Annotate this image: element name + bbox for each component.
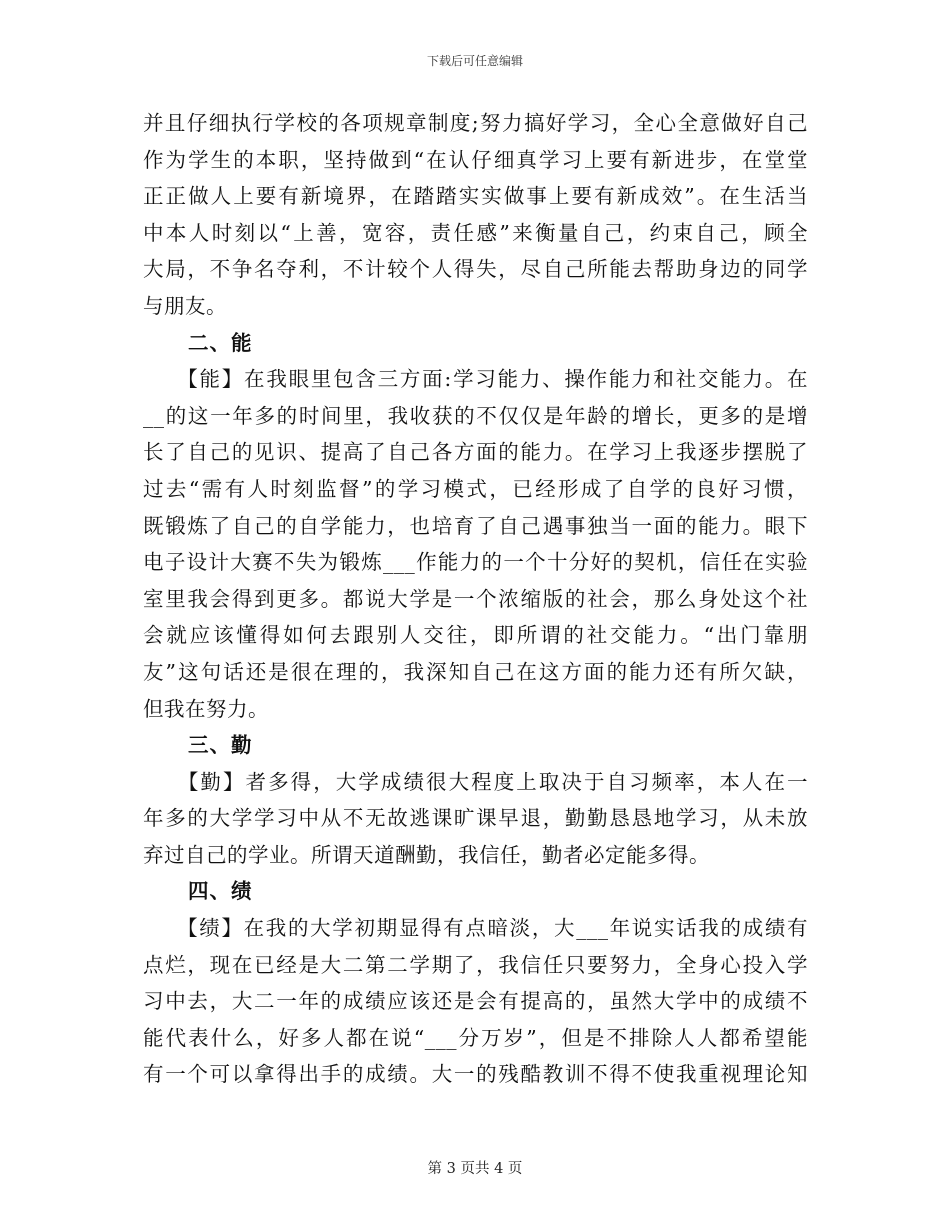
text-line: 作为学生的本职，坚持做到“在认仔细真学习上要有新进步，在堂堂 [143, 147, 808, 172]
section-heading-diligence: 三、勤 [188, 733, 253, 758]
text-line: 能代表什么，好多人都在说“___分万岁”，但是不排除人人都希望能 [143, 1025, 808, 1050]
text-line: __的这一年多的时间里，我收获的不仅仅是年龄的增长，更多的是增 [143, 403, 808, 428]
text-line: 点烂，现在已经是大二第二学期了，我信任只要努力，全身心投入学 [143, 952, 808, 977]
text-line: 弃过自己的学业。所谓天道酬勤，我信任，勤者必定能多得。 [143, 842, 710, 867]
achievement-paragraph [143, 910, 808, 1093]
text-line: 中本人时刻以“上善，宽容，责任感”来衡量自己，约束自己，顾全 [143, 220, 808, 245]
text-line: 与朋友。 [143, 293, 227, 318]
text-line: 正正做人上要有新境界，在踏踏实实做事上要有新成效”。在生活当 [143, 184, 808, 209]
text-line: 【勤】者多得，大学成绩很大程度上取决于自习频率，本人在一 [143, 769, 808, 794]
text-line: 【能】在我眼里包含三方面:学习能力、操作能力和社交能力。在 [143, 367, 808, 392]
diligence-paragraph [143, 764, 808, 874]
page-header: 下载后可任意编辑 [426, 54, 523, 68]
text-line: 会就应该懂得如何去跟别人交往，即所谓的社交能力。“出门靠朋 [143, 623, 808, 648]
text-line: 长了自己的见识、提高了自己各方面的能力。在学习上我逐步摆脱了 [143, 440, 808, 465]
document-body [143, 105, 808, 1093]
text-line: 习中去，大二一年的成绩应该还是会有提高的，虽然大学中的成绩不 [143, 989, 808, 1014]
text-line: 【绩】在我的大学初期显得有点暗淡，大___年说实话我的成绩有 [143, 916, 808, 941]
intro-paragraph [143, 105, 808, 325]
text-line: 电子设计大赛不失为锻炼___作能力的一个十分好的契机，信任在实验 [143, 550, 808, 575]
ability-paragraph [143, 361, 808, 727]
text-line: 室里我会得到更多。都说大学是一个浓缩版的社会，那么身处这个社 [143, 586, 808, 611]
text-line: 既锻炼了自己的自学能力，也培育了自己遇事独当一面的能力。眼下 [143, 513, 808, 538]
text-line: 大局，不争名夺利，不计较个人得失，尽自己所能去帮助身边的同学 [143, 257, 808, 282]
text-line: 友”这句话还是很在理的，我深知自己在这方面的能力还有所欠缺， [143, 659, 808, 684]
section-heading-ability: 二、能 [188, 330, 253, 355]
page-number-footer: 第 3 页共 4 页 [427, 1161, 523, 1177]
text-line: 年多的大学学习中从不无故逃课旷课早退，勤勤恳恳地学习，从未放 [143, 806, 808, 831]
text-line: 有一个可以拿得出手的成绩。大一的残酷教训不得不使我重视理论知 [143, 1062, 808, 1087]
text-line: 并且仔细执行学校的各项规章制度;努力搞好学习，全心全意做好自己 [143, 111, 808, 135]
text-line: 过去“需有人时刻监督”的学习模式，已经形成了自学的良好习惯， [143, 476, 808, 501]
section-heading-achievement: 四、绩 [188, 879, 253, 904]
text-line: 但我在努力。 [143, 696, 269, 721]
